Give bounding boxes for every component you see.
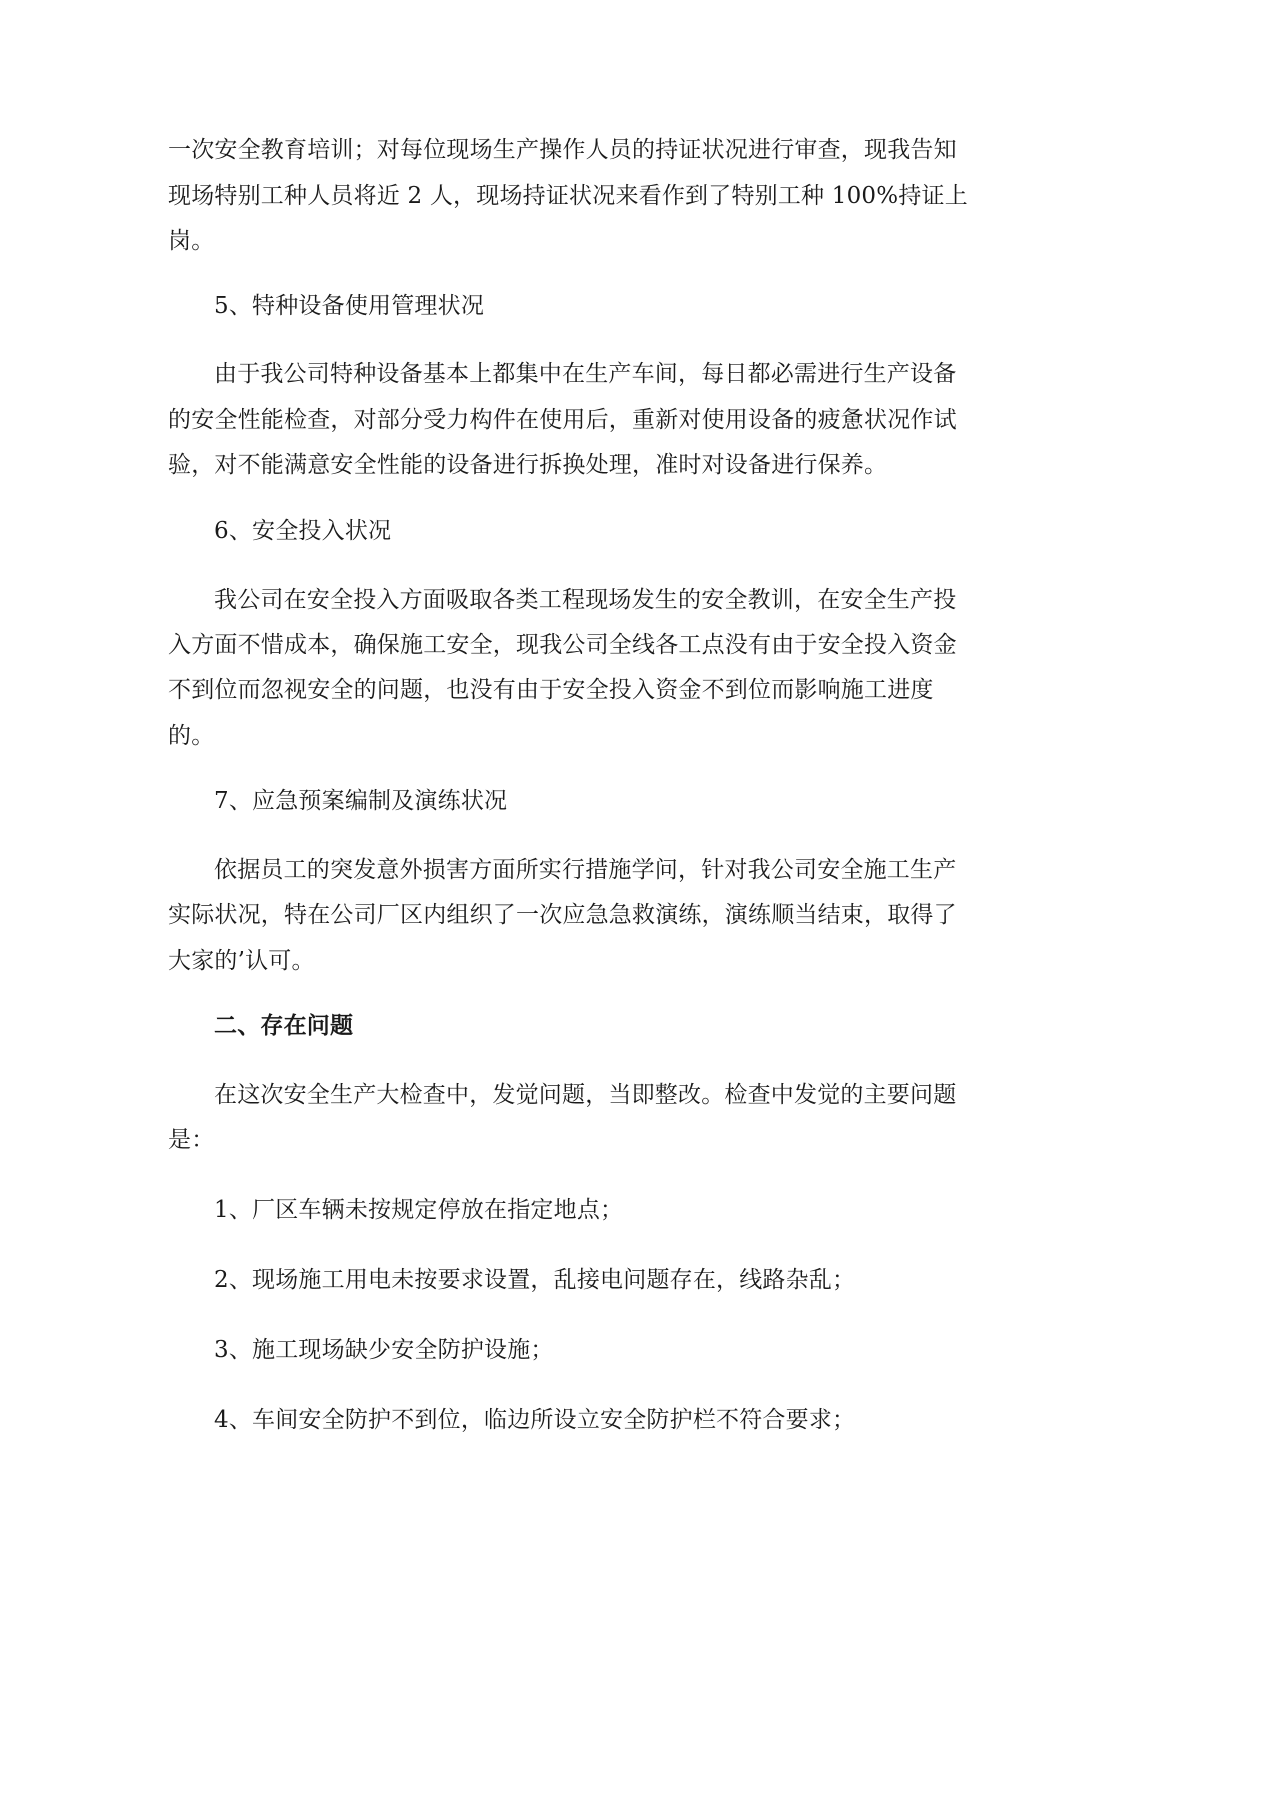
paragraph-line: 依据员工的突发意外损害方面所实行措施学问，针对我公司安全施工生产	[214, 857, 957, 883]
section-heading-6: 6、安全投入状况	[214, 518, 392, 544]
section-heading-5: 5、特种设备使用管理状况	[214, 293, 485, 319]
paragraph-line: 的。	[168, 723, 215, 749]
paragraph-line: 岗。	[168, 228, 215, 254]
section-heading-problems: 二、存在问题	[214, 1012, 354, 1039]
paragraph-line: 入方面不惜成本，确保施工安全，现我公司全线各工点没有由于安全投入资金	[168, 632, 957, 658]
paragraph-line: 一次安全教育培训；对每位现场生产操作人员的持证状况进行审查，现我告知	[168, 137, 957, 163]
problem-item: 3、施工现场缺少安全防护设施；	[214, 1337, 554, 1363]
paragraph-line: 在这次安全生产大检查中，发觉问题，当即整改。检查中发觉的主要问题	[214, 1082, 957, 1108]
paragraph-line: 不到位而忽视安全的问题，也没有由于安全投入资金不到位而影响施工进度	[168, 677, 934, 703]
paragraph-line: 验，对不能满意安全性能的设备进行拆换处理，准时对设备进行保养。	[168, 452, 888, 478]
problem-item: 2、现场施工用电未按要求设置，乱接电问题存在，线路杂乱；	[214, 1267, 856, 1293]
paragraph-line: 我公司在安全投入方面吸取各类工程现场发生的安全教训，在安全生产投	[214, 587, 957, 613]
paragraph-line: 现场特别工种人员将近 2 人，现场持证状况来看作到了特别工种 100%持证上	[168, 183, 968, 209]
paragraph-line: 由于我公司特种设备基本上都集中在生产车间，每日都必需进行生产设备	[214, 361, 957, 387]
paragraph-line: 实际状况，特在公司厂区内组织了一次应急急救演练，演练顺当结束，取得了	[168, 902, 957, 928]
paragraph-line: 大家的’认可。	[168, 948, 315, 974]
problem-item: 1、厂区车辆未按规定停放在指定地点；	[214, 1197, 624, 1223]
problem-item: 4、车间安全防护不到位，临边所设立安全防护栏不符合要求；	[214, 1407, 856, 1433]
section-heading-7: 7、应急预案编制及演练状况	[214, 788, 508, 814]
paragraph-line: 的安全性能检查，对部分受力构件在使用后，重新对使用设备的疲惫状况作试	[168, 407, 957, 433]
paragraph-line: 是：	[168, 1127, 215, 1153]
